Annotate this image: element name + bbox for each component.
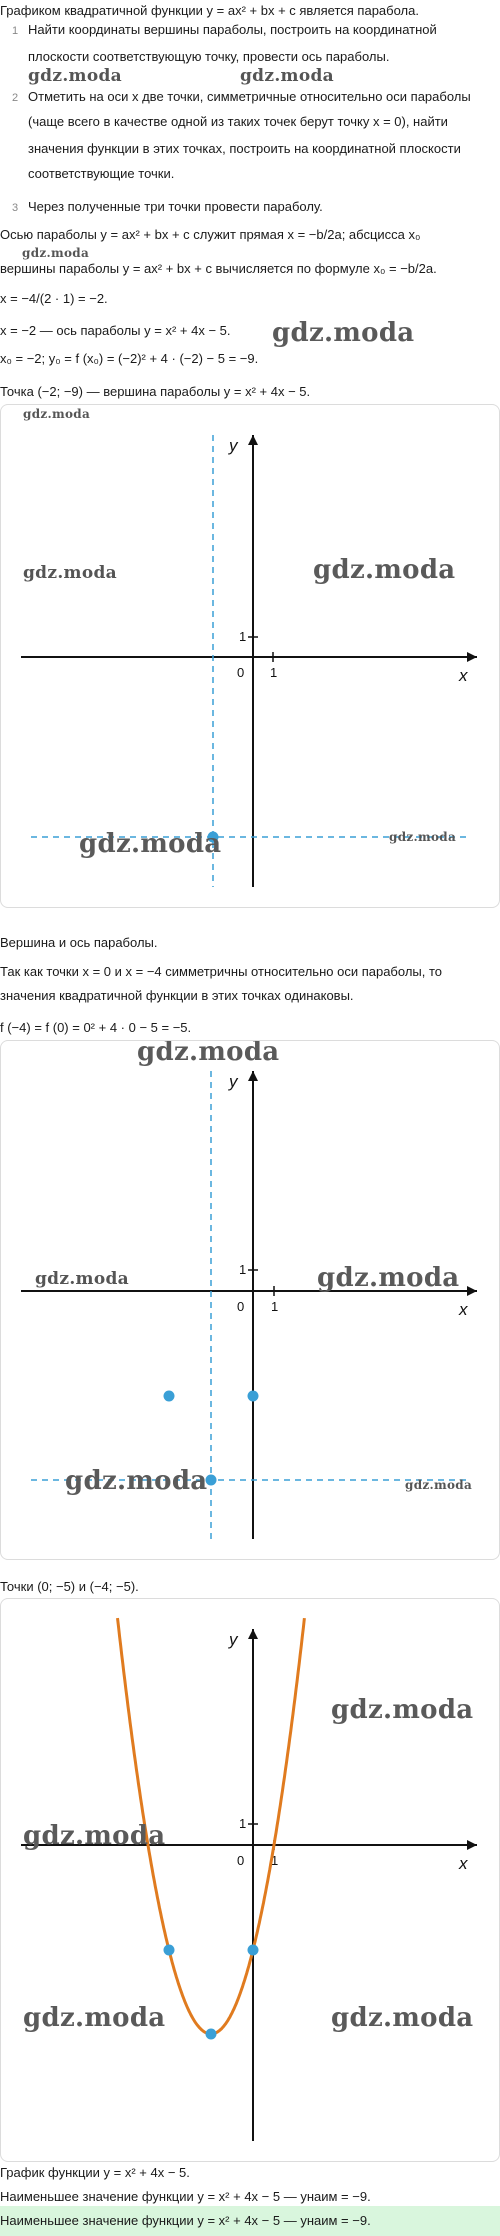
- middle-line-1: Так как точки x = 0 и x = −4 симметричны относительно оси параболы, то: [0, 964, 443, 979]
- x-tick-label-1: 1: [271, 1853, 279, 1868]
- result-line-1: Наименьшее значение функции y = x² + 4x − 5 — yнаим = −9.: [0, 2189, 371, 2204]
- y-axis-arrow: [248, 1629, 258, 1639]
- watermark: gdz.moda: [389, 830, 457, 844]
- data-point: [206, 2029, 217, 2040]
- step-2-line-3: значения функции в этих точках, построить на координатной плоскости: [28, 141, 461, 156]
- graph-2-caption: Точки (0; −5) и (−4; −5).: [0, 1579, 139, 1594]
- y-tick-label-1: 1: [239, 1816, 247, 1831]
- y-tick-label-1: 1: [239, 1262, 247, 1277]
- origin-label: 0: [237, 665, 245, 680]
- step-number: 1: [11, 25, 19, 37]
- x-tick-label-1: 1: [271, 1299, 279, 1314]
- graph-panel-1: [0, 404, 500, 908]
- step-2-line-2: (чаще всего в качестве одной из таких точек берут точку x = 0), найти: [28, 114, 448, 129]
- watermark: gdz.moda: [23, 563, 117, 583]
- x-axis-label: x: [459, 666, 468, 685]
- y-axis-label: y: [229, 1630, 238, 1649]
- watermark: gdz.moda: [313, 555, 456, 585]
- data-point: [164, 1391, 175, 1402]
- x-axis-arrow: [467, 1840, 477, 1850]
- step-1-line-2: плоскости соответствующую точку, провести ось параболы.: [28, 49, 390, 64]
- x-axis-arrow: [467, 1286, 477, 1296]
- x-axis-arrow: [467, 652, 477, 662]
- watermark: gdz.moda: [23, 2003, 166, 2033]
- watermark: gdz.moda: [65, 1466, 208, 1496]
- intro-paragraph: Графиком квадратичной функции y = ax² + bx + c является парабола.: [0, 3, 419, 18]
- theory-line-6: Точка (−2; −9) — вершина параболы y = x² + 4x − 5.: [0, 384, 311, 399]
- middle-line-3: f (−4) = f (0) = 0² + 4 · 0 − 5 = −5.: [0, 1020, 192, 1035]
- graph-panel-2: [0, 1040, 500, 1560]
- watermark: gdz.moda: [23, 407, 91, 421]
- watermark: gdz.moda: [23, 1821, 166, 1851]
- watermark: gdz.moda: [331, 1695, 474, 1725]
- watermark: gdz.moda: [35, 1269, 129, 1289]
- data-point: [164, 1945, 175, 1956]
- y-tick-label-1: 1: [239, 629, 247, 644]
- theory-line-5: x₀ = −2; y₀ = f (x₀) = (−2)² + 4 · (−2) − 5 = −9.: [0, 351, 259, 366]
- step-number: 2: [11, 92, 19, 104]
- x-axis-label: x: [459, 1854, 468, 1873]
- theory-line-1: Осью параболы y = ax² + bx + c служит прямая x = −b/2a; абсцисса x₀: [0, 227, 421, 242]
- origin-label: 0: [237, 1299, 245, 1314]
- step-2-line-1: 2 Отметить на оси x две точки, симметричные относительно оси параболы: [0, 88, 500, 107]
- data-point: [248, 1945, 259, 1956]
- watermark: gdz.moda: [22, 246, 90, 260]
- coordinate-plane: [1, 1599, 499, 2161]
- data-point: [248, 1391, 259, 1402]
- graph-3-caption: График функции y = x² + 4x − 5.: [0, 2165, 190, 2180]
- step-2-line-4: соответствующие точки.: [28, 166, 175, 181]
- watermark: gdz.moda: [317, 1263, 460, 1293]
- watermark: gdz.moda: [28, 66, 122, 86]
- y-axis-label: y: [229, 436, 238, 455]
- graph-panel-3: [0, 1598, 500, 2162]
- y-axis-arrow: [248, 1071, 258, 1081]
- watermark: gdz.moda: [240, 66, 334, 86]
- result-answer: Наименьшее значение функции y = x² + 4x − 5 — yнаим = −9.: [0, 2213, 371, 2228]
- step-number: 3: [11, 202, 19, 214]
- theory-line-3: x = −4/(2 · 1) = −2.: [0, 291, 108, 306]
- origin-label: 0: [237, 1853, 245, 1868]
- theory-line-2: вершины параболы y = ax² + bx + c вычисляется по формуле x₀ = −b/2a.: [0, 261, 437, 276]
- watermark: gdz.moda: [405, 1478, 473, 1492]
- graph-1-caption: Вершина и ось параболы.: [0, 935, 158, 950]
- x-tick-label-1: 1: [270, 665, 278, 680]
- watermark: gdz.moda: [272, 318, 415, 348]
- middle-line-2: значения квадратичной функции в этих точках одинаковы.: [0, 988, 354, 1003]
- step-3-line-1: 3 Через полученные три точки провести параболу.: [0, 198, 500, 217]
- y-axis-arrow: [248, 435, 258, 445]
- watermark: gdz.moda: [137, 1040, 280, 1067]
- step-1-line-1: 1 Найти координаты вершины параболы, построить на координатной: [0, 21, 500, 40]
- y-axis-label: y: [229, 1072, 238, 1091]
- watermark: gdz.moda: [331, 2003, 474, 2033]
- x-axis-label: x: [459, 1300, 468, 1319]
- theory-line-4: x = −2 — ось параболы y = x² + 4x − 5.: [0, 323, 231, 338]
- watermark: gdz.moda: [79, 829, 222, 859]
